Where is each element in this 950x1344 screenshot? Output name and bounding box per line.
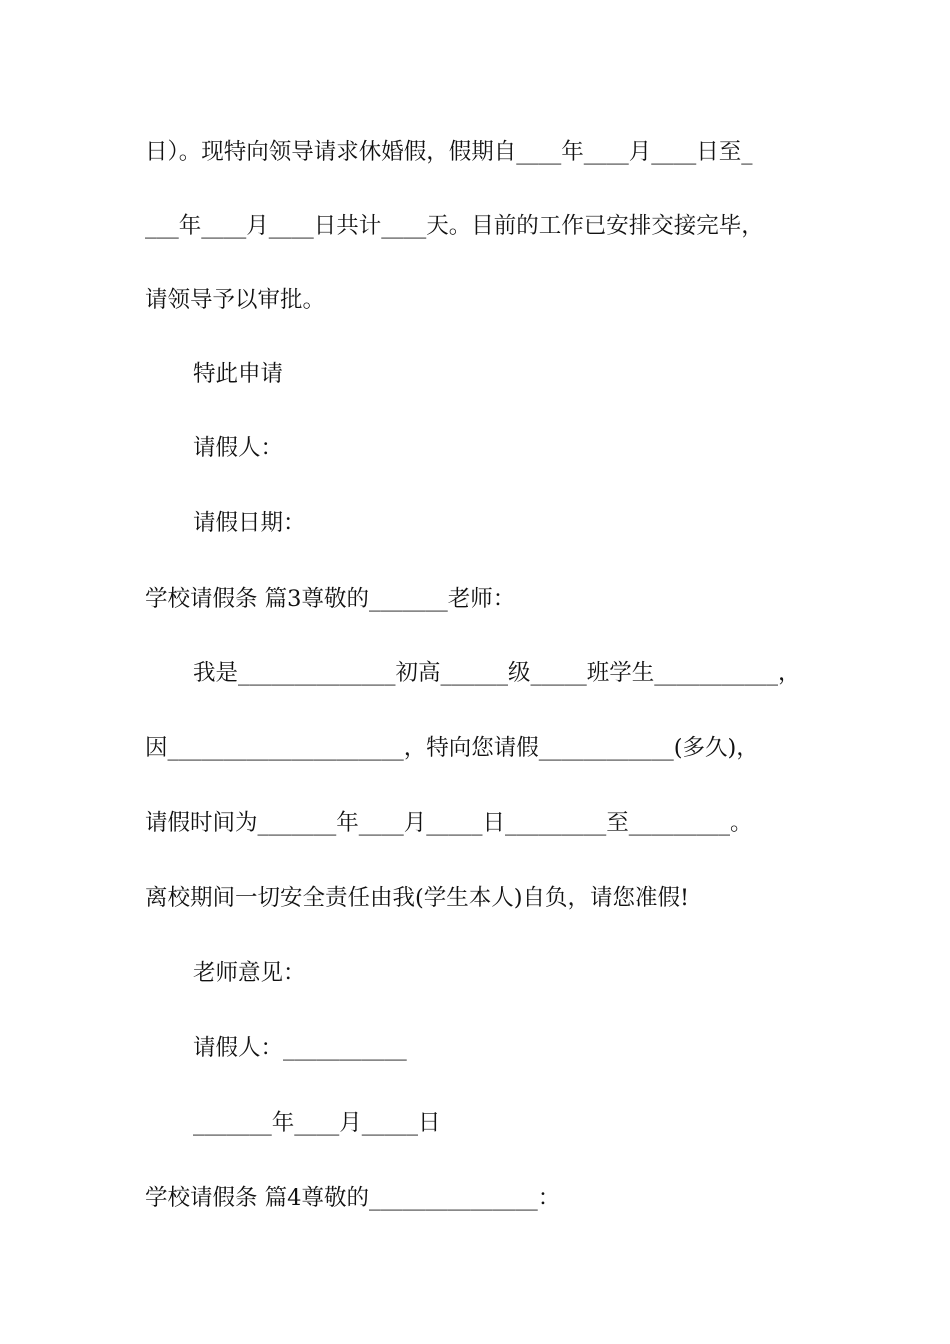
paragraph-line: 离校期间一切安全责任由我(学生本人)自负，请您准假! bbox=[145, 885, 690, 911]
paragraph-line: 请领导予以审批。 bbox=[145, 287, 326, 313]
date-line: _______年____月_____日 bbox=[193, 1110, 441, 1136]
applicant-signature-line: 请假人：___________ bbox=[193, 1035, 407, 1061]
section-heading: 学校请假条 篇3尊敬的_______老师： bbox=[145, 586, 516, 612]
leave-date-label: 请假日期： bbox=[193, 510, 306, 536]
paragraph-line: 因_____________________，特向您请假____________(多久)， bbox=[145, 735, 759, 761]
paragraph-line: 请假时间为_______年____月_____日_________至_________。 bbox=[145, 810, 753, 836]
teacher-opinion-label: 老师意见： bbox=[193, 960, 306, 986]
closing-phrase: 特此申请 bbox=[193, 361, 284, 387]
paragraph-line: 我是______________初高______级_____班学生___________， bbox=[193, 660, 801, 686]
paragraph-line: ___年____月____日共计____天。目前的工作已安排交接完毕， bbox=[145, 213, 764, 239]
applicant-label: 请假人： bbox=[193, 435, 284, 461]
paragraph-line: 日）。现特向领导请求休婚假，假期自____年____月____日至_ bbox=[145, 139, 753, 165]
section-heading: 学校请假条 篇4尊敬的_______________： bbox=[145, 1185, 561, 1211]
